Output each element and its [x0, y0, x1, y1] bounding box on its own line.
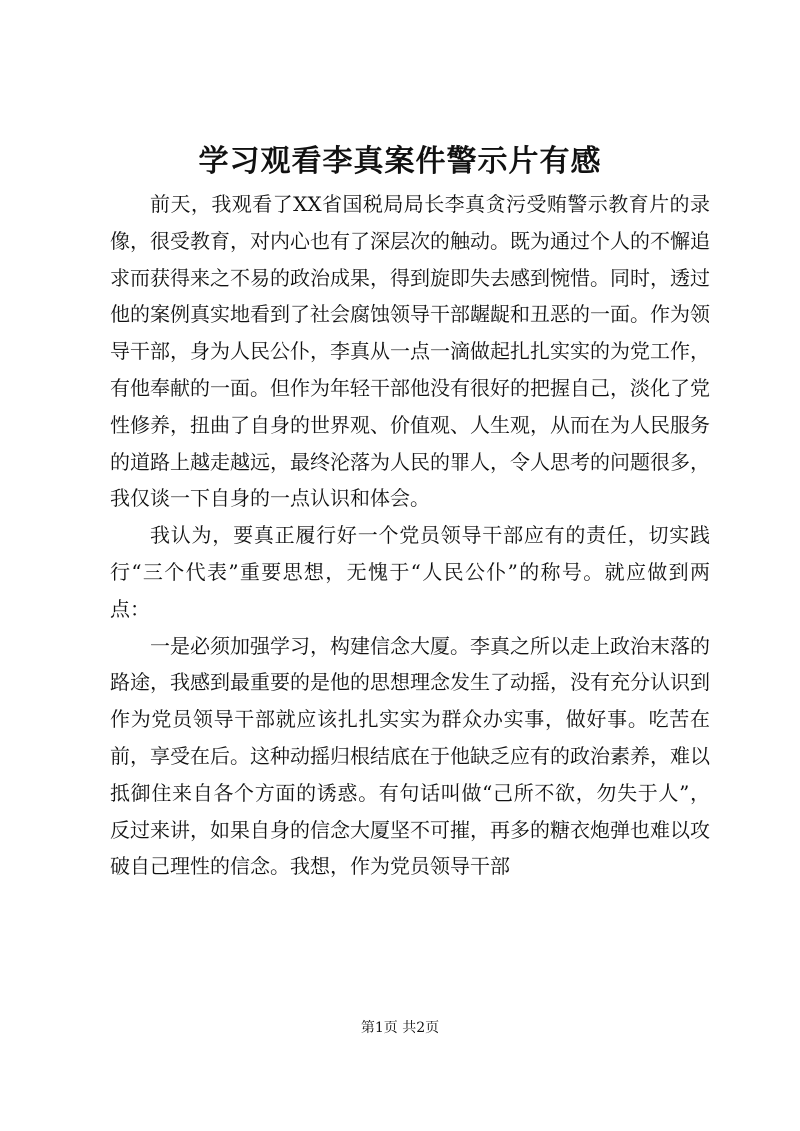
paragraph-2: 我认为，要真正履行好一个党员领导干部应有的责任，切实践行“三个代表”重要思想，无愧于“人民公仆”的称号。就应做到两点：: [110, 523, 710, 621]
document-body: [110, 186, 710, 885]
paragraph-3: 一是必须加强学习，构建信念大厦。李真之所以走上政治末落的路途，我感到最重要的是他的思想理念发生了动摇，没有充分认识到作为党员领导干部就应该扎扎实实为群众办实事，做好事。吃苦在前，享受在后。这种动摇归根结底在于他缺乏应有的政治素养，难以抵御住来自各个方面的诱惑。有句话叫做“己所不欲，勿失于人”，反过来讲，如果自身的信念大厦坚不可摧，再多的糖衣炮弹也难以攻破自己理性的信念。我想，作为党员领导干部: [110, 633, 710, 879]
paragraph-1: 前天，我观看了XX省国税局局长李真贪污受贿警示教育片的录像，很受教育，对内心也有了深层次的触动。既为通过个人的不懈追求而获得来之不易的政治成果，得到旋即失去感到惋惜。同时，透过他的案例真实地看到了社会腐蚀领导干部龌龊和丑恶的一面。作为领导干部，身为人民公仆，李真从一点一滴做起扎扎实实的为党工作，有他奉献的一面。但作为年轻干部他没有很好的把握自己，淡化了党性修养，扭曲了自身的世界观、价值观、人生观，从而在为人民服务的道路上越走越远，最终沦落为人民的罪人，令人思考的问题很多，我仅谈一下自身的一点认识和体会。: [110, 192, 710, 511]
document-title: 学习观看李真案件警示片有感: [198, 144, 602, 179]
page-footer: 第1页 共2页: [360, 1020, 440, 1036]
